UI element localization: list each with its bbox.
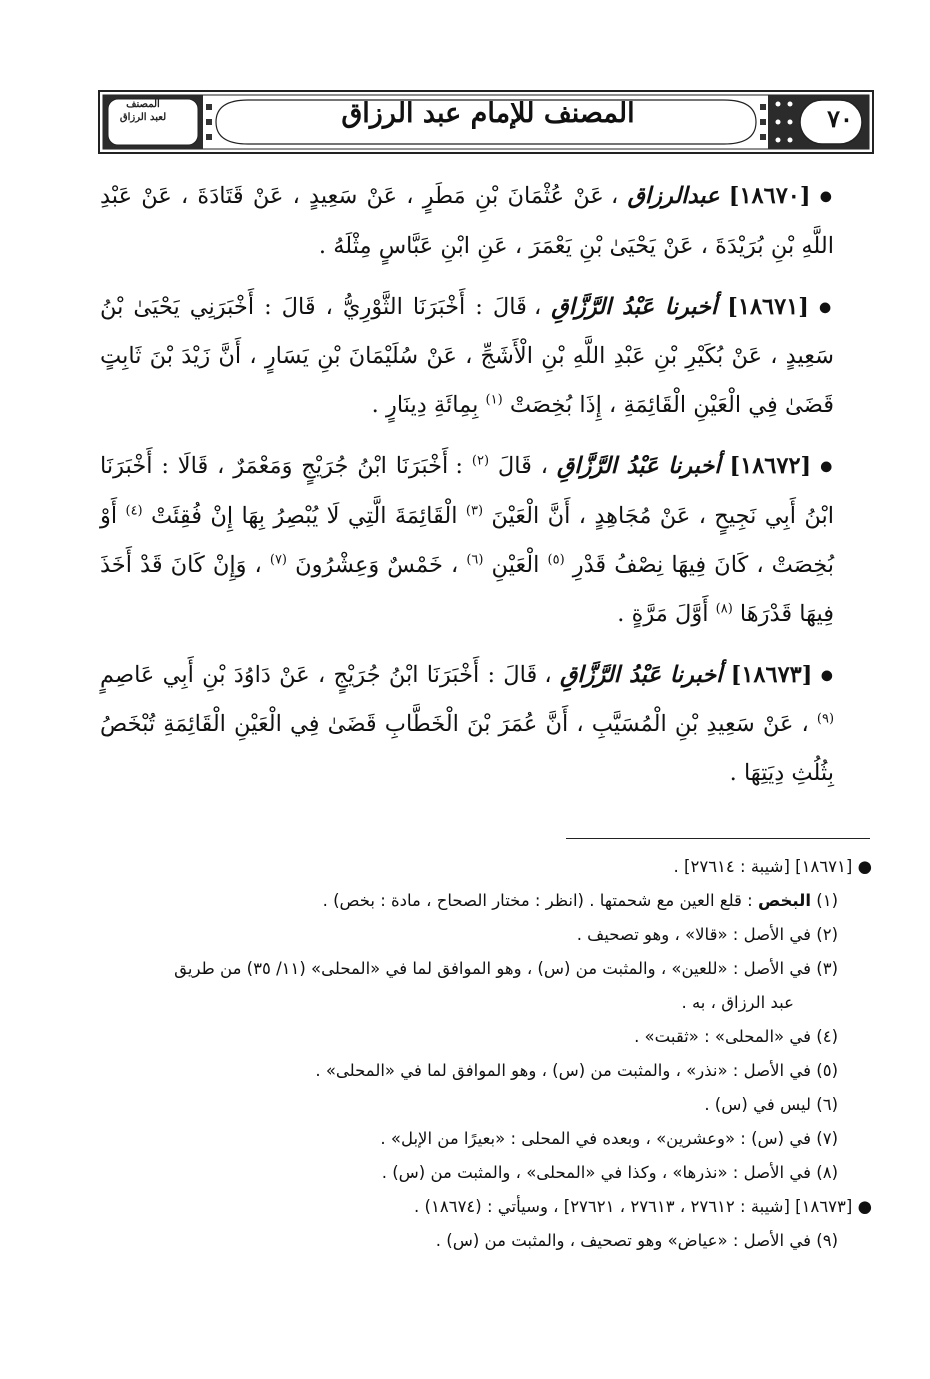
footnote-text: : قلع العين مع شحمتها . (انظر : مختار الصحاح ، مادة : بخص) . [322, 891, 753, 910]
hadith-text: ، قَالَ : أَخْبَرَنَا ابْنُ جُرَيْجٍ ، عَنْ دَاوُدَ بْنِ أَبِي عَاصِمٍ [100, 661, 552, 688]
page-number: ٧٠ [827, 104, 853, 133]
footnote-1 [100, 884, 872, 918]
isnad-opening: أخبرنا عَبْدُ الرَّزَّاقِ [551, 293, 718, 320]
hadith-number: [١٨٦٧١] [727, 293, 809, 320]
footnote-marker[interactable]: (٤) [125, 503, 143, 518]
hadith-number: [١٨٦٧٢] [729, 453, 812, 479]
footnote-marker[interactable]: (٢) [471, 453, 490, 469]
isnad-opening: أخبرنا عَبْدُ الرَّزَّاقِ [556, 453, 721, 479]
footnote-label: (١) [816, 891, 838, 910]
hadith-text: : أَخْبَرَنَا ابْنُ جُرَيْجٍ وَمَعْمَرٌ ، قَالَا : أَخْبَرَنَا ابْنُ أَبِي نَجِيحٍ ، عَنْ مُجَاهِدٍ ، أَنَّ الْعَيْنَ [100, 453, 835, 529]
footnote-3: (٣) في الأصل : «للعين» ، والمثبت من (س) ، وهو الموافق لما في «المحلى» (١١/ ٣٥) من طريق [174, 959, 838, 978]
hadith-text: أَوْ بُخِصَتْ ، كَانَ فِيهَا نِصْفُ قَدْرِ [100, 502, 835, 578]
isnad-opening: عبدالرزاق [627, 183, 720, 209]
hadith-body [100, 172, 834, 810]
footnote-term: البخص [758, 891, 811, 910]
hadith-18670 [100, 172, 834, 271]
footnote-marker[interactable]: (٥) [547, 552, 565, 567]
hadith-text: ، عَنْ عُثْمَانَ بْنِ مَطَرٍ ، عَنْ سَعِيدٍ ، عَنْ قَتَادَةَ ، عَنْ عَبْدِ اللَّهِ بْنِ بُرَيْدَةَ ، عَنْ يَحْيَىٰ بْنِ يَعْمَرَ ، عَنِ ابْنِ عَبَّاسٍ مِثْلَهُ . [100, 183, 834, 259]
bullet-icon: ● [818, 299, 835, 315]
hadith-number: [١٨٦٧٣] [730, 661, 813, 688]
bullet-icon: ● [820, 667, 835, 683]
footnote-7: (٧) في (س) : «وعشرين» ، وبعده في المحلى : «بعيرًا من الإبل» . [380, 1129, 838, 1148]
page-header [98, 90, 874, 154]
footnote-3-continued: عبد الرزاق ، به . [681, 993, 794, 1012]
hadith-18672 [100, 442, 834, 639]
footnote-marker[interactable]: (٦) [466, 552, 484, 567]
footnote-5: (٥) في الأصل : «نذر» ، والمثبت من (س) ، وهو الموافق لما في «المحلى» . [315, 1061, 838, 1080]
source-note-18673: ● [١٨٦٧٣] [شيبة : ٢٧٦١٢ ، ٢٧٦١٣ ، ٢٧٦٢١] ، وسيأتي : (١٨٦٧٤) . [414, 1197, 872, 1216]
hadith-text: الْقَائِمَةَ الَّتِي لَا يُبْصِرُ بِهَا إِنْ فُقِئَتْ [150, 502, 458, 529]
hadith-18671 [100, 283, 834, 431]
footnote-9: (٩) في الأصل : «عياض» وهو تصحيف ، والمثبت من (س) . [435, 1231, 838, 1250]
source-note-18671: ● [١٨٦٧١] [شيبة : ٢٧٦١٤] . [673, 857, 872, 876]
footnote-marker[interactable]: (١) [485, 392, 503, 408]
bullet-icon: ● [820, 458, 835, 475]
book-seal-logo [110, 98, 176, 146]
seal-line-1: المصنف [126, 99, 160, 110]
footnote-marker[interactable]: (٩) [816, 711, 835, 727]
hadith-text: الْعَيْنِ [491, 551, 540, 578]
hadith-text: ، قَالَ [497, 453, 548, 479]
hadith-number: [١٨٦٧٠] [728, 183, 811, 209]
hadith-text: ، عَنْ سَعِيدِ بْنِ الْمُسَيَّبِ ، أَنَّ عُمَرَ بْنَ الْخَطَّابِ قَضَىٰ فِي الْعَيْنِ الْقَائِمَةِ تُبْخَصُ بِثُلُثِ دِيَتِهَا . [100, 711, 834, 786]
footnote-marker[interactable]: (٣) [465, 503, 484, 518]
footnote-4: (٤) في «المحلى» : «ثقبت» . [634, 1027, 838, 1046]
footnotes [100, 850, 872, 1258]
hadith-text: ، خَمْسٌ وَعِشْرُونَ [295, 551, 459, 578]
footnote-marker[interactable]: (٨) [715, 601, 733, 616]
footnote-divider [566, 838, 870, 839]
hadith-text: ، وَإِنْ كَانَ قَدْ أَخَذَ فِيهَا قَدْرَهَا [100, 551, 834, 627]
seal-line-2: لعبد الرزاق [119, 112, 167, 123]
bullet-icon: ● [819, 188, 834, 205]
footnote-6: (٦) ليس في (س) . [704, 1095, 838, 1114]
hadith-text: أَوَّلَ مَرَّةٍ . [617, 600, 709, 627]
running-title: المصنف للإمام عبد الرزاق [341, 98, 635, 129]
hadith-text: بِمِائَةِ دِينَارٍ . [371, 392, 479, 418]
hadith-18673 [100, 651, 834, 799]
footnote-marker[interactable]: (٧) [269, 552, 287, 567]
hadith-text: ، قَالَ : أَخْبَرَنَا الثَّوْرِيُّ ، قَالَ : أَخْبَرَنِي يَحْيَىٰ بْنُ سَعِيدٍ ، عَنْ بُكَيْرِ بْنِ عَبْدِ اللَّهِ بْنِ الْأَشَجِّ ، عَنْ سُلَيْمَانَ بْنِ يَسَارٍ ، أَنَّ زَيْدَ بْنَ ثَابِتٍ قَضَىٰ فِي الْعَيْنِ الْقَائِمَةِ ، إِذَا بُخِصَتْ [100, 293, 834, 418]
footnote-8: (٨) في الأصل : «نذرها» ، وكذا في «المحلى» ، والمثبت من (س) . [381, 1163, 838, 1182]
isnad-opening: أخبرنا عَبْدُ الرَّزَّاقِ [559, 661, 723, 688]
footnote-2: (٢) في الأصل : «قالا» ، وهو تصحيف . [576, 925, 838, 944]
